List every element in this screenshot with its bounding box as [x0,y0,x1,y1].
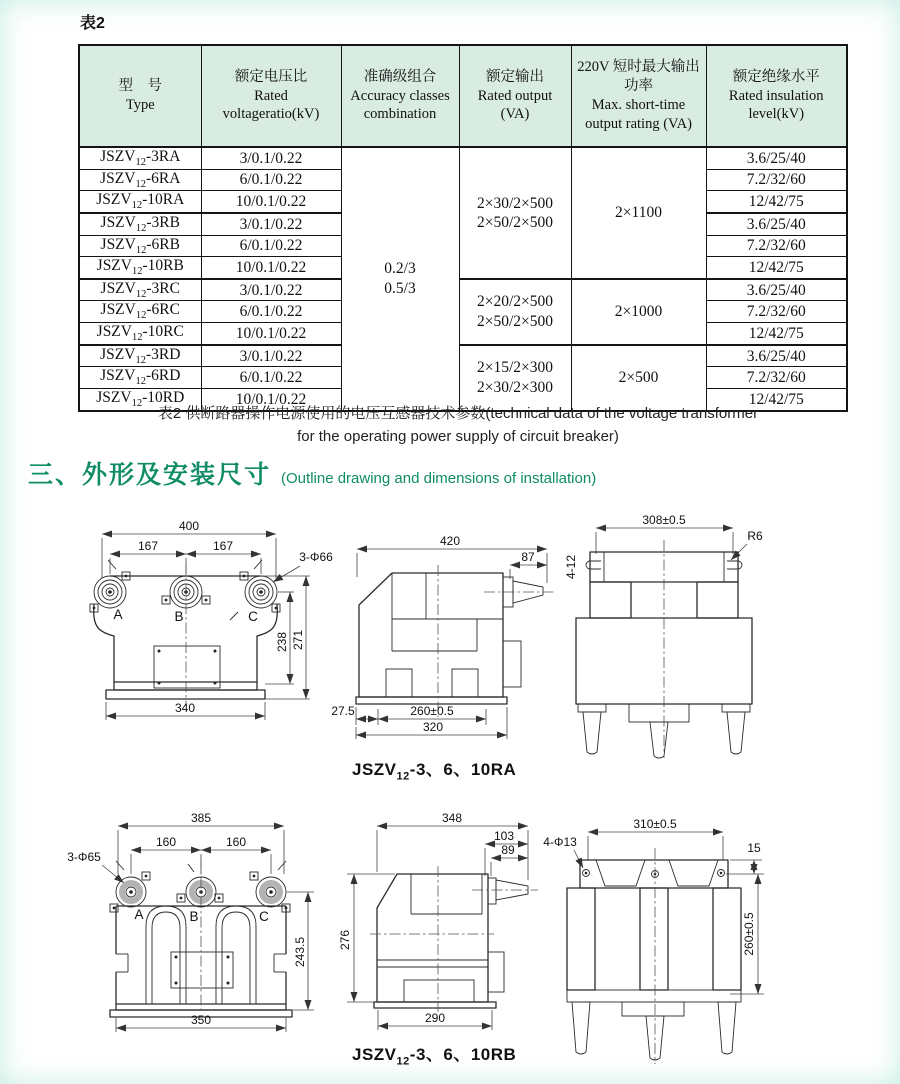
dim-rb-side-nose-outer: 103 [493,829,515,843]
dim-ra-side-depth: 420 [439,534,461,548]
dim-ra-front-pitch-left: 167 [137,539,159,553]
insulation-cell: 3.6/25/40 [706,147,847,169]
dim-rb-side-height: 276 [338,929,352,951]
terminal-b-label: B [174,609,184,624]
shoulder-right [697,582,738,618]
dim-ra-front-holes: 3-Φ66 [299,550,333,564]
header-insulation: 额定绝缘水平 Rated insulation level(kV) [706,45,847,147]
foot [452,669,478,697]
drawing-ra-caption: $JSZV_{12}-3$、6、10RA [352,760,517,783]
leg-right [713,888,741,990]
bar-notch-right [669,860,718,886]
dim-ra-rear-slots: 4-12 [564,554,578,580]
header-row [79,45,847,147]
slot-left [586,561,601,569]
header-short-time: 220V 短时最大输出功率 Max. short-time output rating (VA) [571,45,706,147]
ratio-cell: 3/0.1/0.22 [201,279,341,301]
drawing-rb-rear-view [534,818,886,1066]
dim-ra-front-height-total: 271 [291,629,305,651]
ratio-cell: 3/0.1/0.22 [201,147,341,169]
ratio-cell: 10/0.1/0.22 [201,389,341,411]
ratio-cell: 10/0.1/0.22 [201,191,341,213]
drawing-ra-rear-view [563,512,881,758]
drawing-ra-front-view [58,512,353,762]
bushing-a [116,877,146,907]
section-heading-zh: 三、外形及安装尺寸 [28,461,272,489]
table-caption-line1: 表2 供断路器操作电源使用的电压互感器技术参数(technical data of the voltage transformer [157,405,759,422]
table-label: 表2 [80,15,105,32]
insulation-cell: 7.2/32/60 [706,169,847,191]
lower-box [404,980,474,1002]
base-plate [374,1002,496,1008]
ratio-cell: 10/0.1/0.22 [201,323,341,345]
insulation-cell: 3.6/25/40 [706,345,847,367]
dim-ra-front-height-plate: 238 [275,631,289,653]
table-caption [80,403,836,448]
ratio-cell: 6/0.1/0.22 [201,235,341,257]
bushing-c [256,877,286,907]
output-cell-group2: 2×20/2×500 2×50/2×500 [459,279,571,345]
dim-rb-front-height: 243.5 [293,936,307,968]
ratio-cell: 6/0.1/0.22 [201,169,341,191]
dim-rb-side-nose-inner: 89 [501,843,515,857]
short-time-cell-group1: 2×1100 [571,147,706,279]
base-plate [356,697,507,704]
base-plate [106,690,265,699]
arch-right-inner [222,912,250,1004]
header-ratio: 额定电压比 Rated voltageratio(kV) [201,45,341,147]
terminal-c-label: C [248,609,258,624]
dim-ra-side-base-depth: 320 [422,720,444,734]
model-cell: $JSZV_{12}-10RC$ [79,323,201,345]
pin-right [718,1002,736,1054]
terminal-c-label: C [259,909,269,924]
bushing-c [245,576,277,608]
accuracy-cell: 0.2/3 0.5/3 [341,147,459,411]
model-cell: $JSZV_{12}-3RC$ [79,279,201,301]
dim-rb-rear-mount-width: 310±0.5 [633,817,677,831]
table-row [79,147,847,169]
insulation-cell: 7.2/32/60 [706,367,847,389]
leg-center [640,888,668,990]
model-cell: $JSZV_{12}-10RA$ [79,191,201,213]
output-cell-group1: 2×30/2×500 2×50/2×500 [459,147,571,279]
model-cell: $JSZV_{12}-10RB$ [79,257,201,279]
model-cell: $JSZV_{12}-10RD$ [79,389,201,411]
ratio-cell: 6/0.1/0.22 [201,367,341,389]
dim-rb-rear-holes: 4-Φ13 [543,835,577,849]
model-cell: $JSZV_{12}-6RD$ [79,367,201,389]
model-cell: $JSZV_{12}-6RC$ [79,301,201,323]
terminal-box [488,952,504,992]
insulation-cell: 12/42/75 [706,257,847,279]
pin-left [583,712,601,754]
dim-rb-rear-edge: 15 [747,841,761,855]
insulation-cell: 7.2/32/60 [706,301,847,323]
dim-rb-front-holes: 3-Φ65 [67,850,101,864]
pin-left [572,1002,590,1054]
insulation-cell: 3.6/25/40 [706,213,847,235]
insulation-cell: 7.2/32/60 [706,235,847,257]
pin-center [650,722,668,758]
pin-right [727,712,745,754]
model-cell: $JSZV_{12}-6RB$ [79,235,201,257]
dim-ra-side-nose: 87 [521,550,535,564]
ratio-cell: 6/0.1/0.22 [201,301,341,323]
dim-ra-front-base: 340 [174,701,196,715]
dim-rb-side-depth: 348 [441,811,463,825]
header-type: 型 号 Type [79,45,201,147]
short-time-cell-group2: 2×1000 [571,279,706,345]
dim-ra-rear-mount-width: 308±0.5 [642,513,686,527]
dim-ra-side-offset: 27.5 [331,704,355,718]
drawing-rb-front-view [58,812,350,1050]
leg-left [567,888,595,990]
section-heading-en: (Outline drawing and dimensions of installation) [281,470,597,487]
ratio-cell: 3/0.1/0.22 [201,345,341,367]
dim-rb-front-base: 350 [190,1013,212,1027]
dim-rb-front-width: 385 [190,811,212,825]
terminal-a-label: A [113,607,123,622]
section-heading [28,455,596,491]
dim-rb-rear-mount-height: 260±0.5 [742,912,756,956]
dim-rb-front-pitch-right: 160 [225,835,247,849]
lower-strip [567,990,741,1002]
terminal-b-label: B [189,909,199,924]
nose-base [488,878,496,904]
model-cell: $JSZV_{12}-3RB$ [79,213,201,235]
table-row [79,345,847,367]
bushing-a [94,576,126,608]
model-cell: $JSZV_{12}-3RD$ [79,345,201,367]
foot [386,669,412,697]
ratio-cell: 3/0.1/0.22 [201,213,341,235]
bar-notch-left [596,860,645,886]
spec-table [78,44,848,412]
output-cell-group3: 2×15/2×300 2×30/2×300 [459,345,571,411]
dim-rb-front-pitch-left: 160 [155,835,177,849]
insulation-cell: 12/42/75 [706,389,847,411]
side-body [359,573,503,697]
body-left-edge [94,604,114,682]
ratio-cell: 10/0.1/0.22 [201,257,341,279]
table-row [79,279,847,301]
insulation-cell: 3.6/25/40 [706,279,847,301]
center-bracket [622,1002,684,1016]
model-cell: $JSZV_{12}-3RA$ [79,147,201,169]
shoulder-left [590,582,631,618]
dim-ra-front-width: 400 [178,519,200,533]
header-accuracy: 准确级组合 Accuracy classes combination [341,45,459,147]
header-output: 额定输出 Rated output (VA) [459,45,571,147]
terminal-box [503,641,521,687]
dim-ra-side-mount-pitch: 260±0.5 [410,704,454,718]
insulation-cell: 12/42/75 [706,323,847,345]
table-caption-line2: for the operating power supply of circuit breaker) [297,427,619,445]
terminal-a-label: A [134,907,144,922]
side-body [377,874,488,1002]
insulation-cell: 12/42/75 [706,191,847,213]
dim-rb-side-base-depth: 290 [424,1011,446,1025]
base-strip [114,682,257,690]
drawing-ra-side-view [331,519,569,781]
short-time-cell-group3: 2×500 [571,345,706,411]
dim-ra-front-pitch-right: 167 [212,539,234,553]
slot-right [727,561,742,569]
dim-ra-rear-radius: R6 [747,529,763,543]
model-cell: $JSZV_{12}-6RA$ [79,169,201,191]
drawing-rb-caption: $JSZV_{12}-3$、6、10RB [352,1045,517,1068]
